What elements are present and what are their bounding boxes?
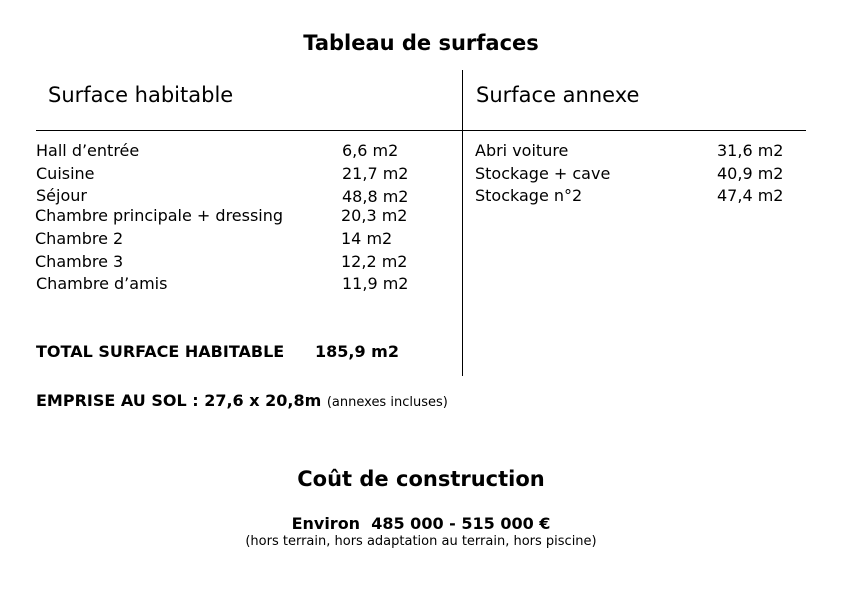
emprise-au-sol — [36, 391, 448, 410]
emprise-label: EMPRISE AU SOL : 27,6 x 20,8m — [36, 391, 322, 410]
cost-estimate: Environ 485 000 - 515 000 € — [291, 514, 551, 533]
annexe-row-label: Stockage n°2 — [475, 186, 583, 205]
habitable-row-value: 12,2 m2 — [341, 252, 408, 271]
cost-note: (hors terrain, hors adaptation au terrain, hors piscine) — [245, 534, 597, 549]
habitable-row-label: Chambre 2 — [35, 229, 124, 248]
habitable-heading: Surface habitable — [48, 83, 234, 107]
habitable-row-label: Séjour — [36, 186, 87, 205]
column-divider-vertical — [462, 70, 463, 376]
habitable-header-rule — [36, 130, 462, 131]
habitable-row-value: 21,7 m2 — [342, 164, 409, 183]
annexe-row-label: Stockage + cave — [475, 164, 611, 183]
annexe-header-rule — [463, 130, 806, 131]
annexe-row-label: Abri voiture — [475, 141, 569, 160]
habitable-row-value: 14 m2 — [341, 229, 393, 248]
habitable-row-label: Cuisine — [36, 164, 95, 183]
habitable-row-value: 20,3 m2 — [341, 206, 408, 225]
total-habitable-value: 185,9 m2 — [315, 342, 399, 361]
habitable-row-value: 6,6 m2 — [342, 141, 399, 160]
habitable-row-value: 11,9 m2 — [342, 274, 409, 293]
annexe-row-value: 31,6 m2 — [717, 141, 784, 160]
page-title: Tableau de surfaces — [303, 31, 539, 55]
habitable-row-label: Hall d’entrée — [36, 141, 140, 160]
cost-title: Coût de construction — [297, 467, 545, 491]
total-habitable-label: TOTAL SURFACE HABITABLE — [36, 342, 285, 361]
emprise-note: (annexes incluses) — [326, 395, 448, 410]
annexe-row-value: 47,4 m2 — [717, 186, 784, 205]
habitable-row-label: Chambre principale + dressing — [35, 206, 284, 225]
annexe-heading: Surface annexe — [476, 83, 640, 107]
habitable-row-label: Chambre 3 — [35, 252, 124, 271]
habitable-row-label: Chambre d’amis — [36, 274, 168, 293]
habitable-row-value: 48,8 m2 — [342, 187, 409, 206]
annexe-row-value: 40,9 m2 — [717, 164, 784, 183]
